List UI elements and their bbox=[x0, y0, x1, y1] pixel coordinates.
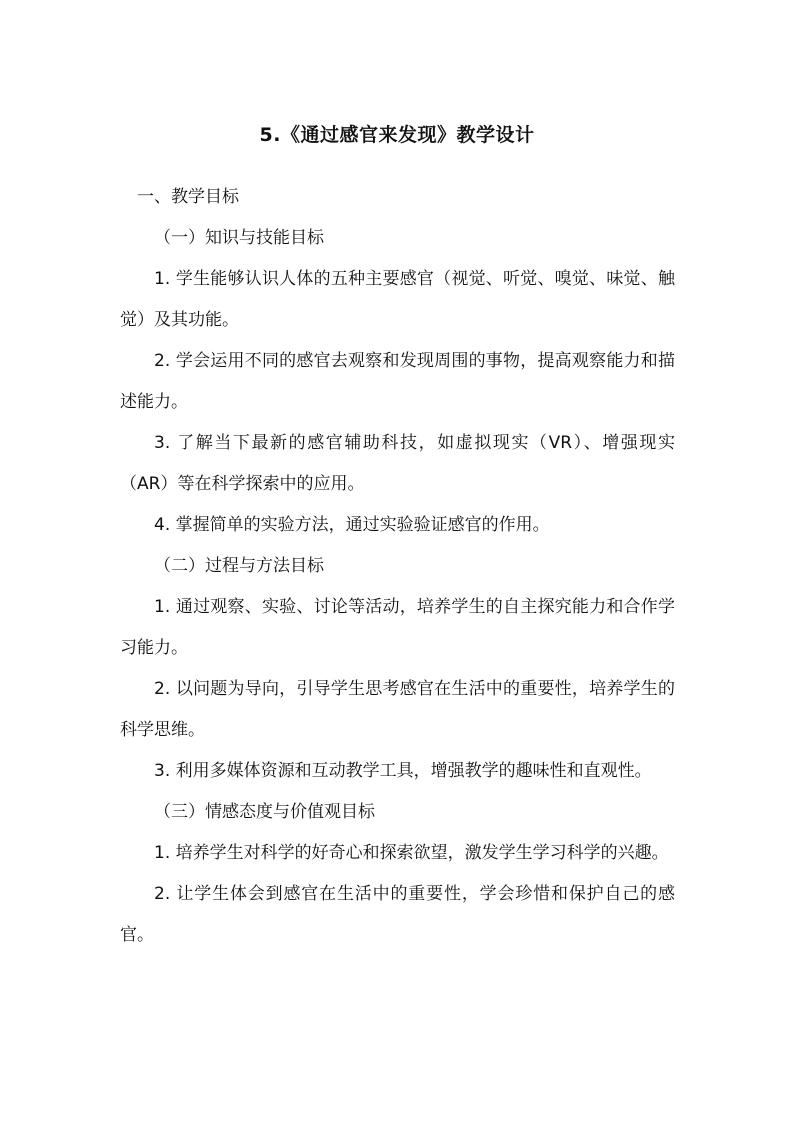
document-body bbox=[120, 177, 675, 956]
paragraph-item: 4. 掌握简单的实验方法，通过实验验证感官的作用。 bbox=[154, 515, 550, 535]
paragraph-item: 2. 学会运用不同的感官去观察和发现周围的事物，提高观察能力和描述能力。 bbox=[120, 351, 675, 412]
section-heading-teaching-goals: 一、教学目标 bbox=[137, 187, 239, 207]
paragraph-item: 1. 培养学生对科学的好奇心和探索欲望，激发学生学习科学的兴趣。 bbox=[154, 843, 669, 863]
document-title: 5.《通过感官来发现》教学设计 bbox=[259, 124, 535, 146]
paragraph-item: 2. 以问题为导向，引导学生思考感官在生活中的重要性，培养学生的科学思维。 bbox=[120, 679, 675, 740]
subsection-heading-emotional-values: （三）情感态度与价值观目标 bbox=[154, 802, 375, 822]
paragraph-item: 3. 了解当下最新的感官辅助科技，如虚拟现实（VR）、增强现实（AR）等在科学探索中的应用。 bbox=[120, 433, 675, 494]
subsection-heading-process-methods: （二）过程与方法目标 bbox=[154, 556, 324, 576]
paragraph-item: 1. 通过观察、实验、讨论等活动，培养学生的自主探究能力和合作学习能力。 bbox=[120, 597, 675, 658]
paragraph-item: 3. 利用多媒体资源和互动教学工具，增强教学的趣味性和直观性。 bbox=[154, 761, 652, 781]
paragraph-item: 2. 让学生体会到感官在生活中的重要性，学会珍惜和保护自己的感官。 bbox=[120, 884, 675, 945]
subsection-heading-knowledge-skills: （一）知识与技能目标 bbox=[154, 228, 324, 248]
paragraph-item: 1. 学生能够认识人体的五种主要感官（视觉、听觉、嗅觉、味觉、触觉）及其功能。 bbox=[120, 269, 675, 330]
